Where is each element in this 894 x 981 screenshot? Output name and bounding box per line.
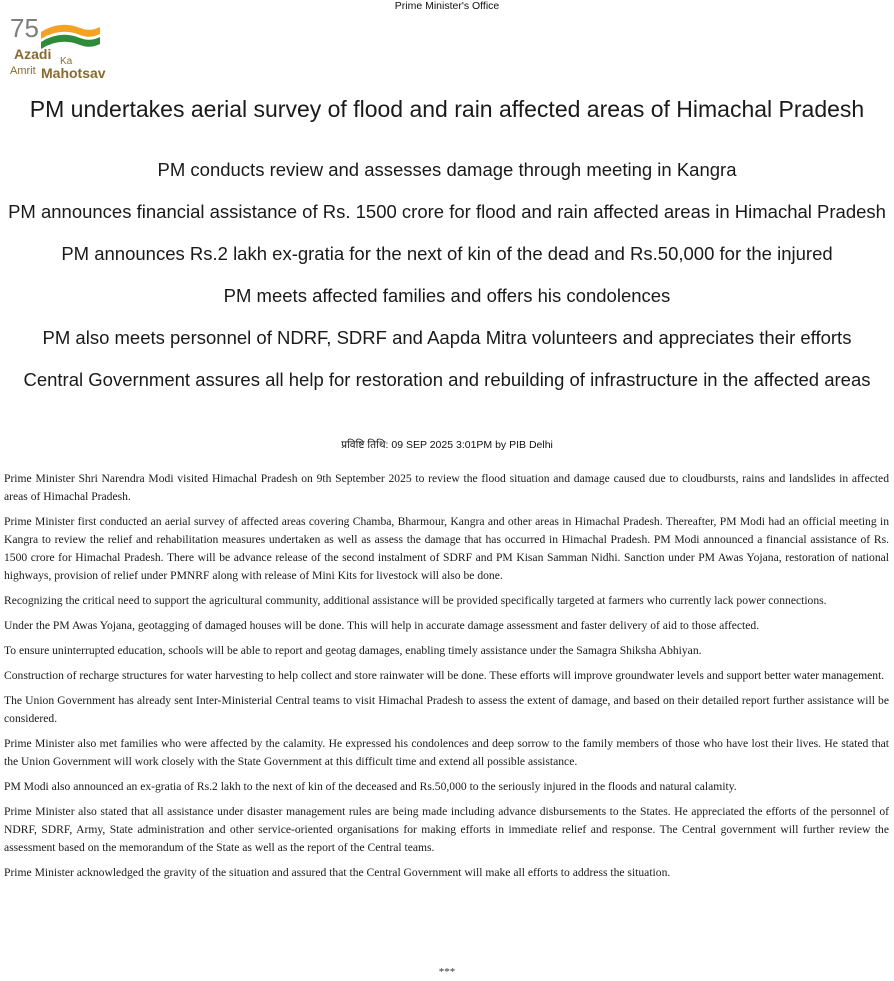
body-paragraph: Recognizing the critical need to support the agricultural community, additional assistance will be provided specifically targeted at farmers who currently lack power connections.	[4, 594, 827, 607]
subheadings	[4, 159, 890, 411]
body-paragraph: Prime Minister also met families who were affected by the calamity. He expressed his condolences and deep sorrow to the family members of those who have lost their lives. He stated that the Union Government will work closely with the State Government at this difficult time and extend all possible assistance.	[4, 737, 889, 768]
subheading: PM meets affected families and offers his condolences	[223, 285, 671, 306]
release-title: PM undertakes aerial survey of flood and rain affected areas of Himachal Pradesh	[29, 96, 865, 122]
logo-mahotsav-text: Mahotsav	[41, 65, 106, 81]
subheading: PM conducts review and assesses damage through meeting in Kangra	[157, 159, 737, 180]
body-paragraph: The Union Government has already sent Inter-Ministerial Central teams to visit Himachal Pradesh to assess the extent of damage, and based on their detailed report further assistance will be considered.	[4, 694, 889, 725]
subheading: Central Government assures all help for restoration and rebuilding of infrastructure in the affected areas	[23, 369, 871, 390]
logo-ka-text: Ka	[60, 56, 73, 67]
release-body	[4, 470, 889, 889]
body-paragraph: Prime Minister acknowledged the gravity of the situation and assured that the Central Government will make all efforts to address the situation.	[4, 866, 671, 879]
ministry-name: Prime Minister's Office	[394, 0, 500, 12]
logo-azadi-text: Azadi	[14, 46, 52, 62]
body-paragraph: Prime Minister Shri Narendra Modi visited Himachal Pradesh on 9th September 2025 to review the flood situation and damage caused due to cloudbursts, rains and landslides in affected areas of Himachal Pradesh.	[4, 472, 889, 503]
body-paragraph: Construction of recharge structures for water harvesting to help collect and store rainwater will be done. These efforts will improve groundwater levels and support better water management.	[4, 669, 885, 682]
subheading: PM also meets personnel of NDRF, SDRF and Aapda Mitra volunteers and appreciates their efforts	[42, 327, 852, 348]
subheading: PM announces Rs.2 lakh ex-gratia for the next of kin of the dead and Rs.50,000 for the injured	[61, 243, 833, 264]
body-paragraph: To ensure uninterrupted education, schools will be able to report and geotag damages, enabling timely assistance under the Samagra Shiksha Abhiyan.	[4, 644, 702, 657]
amrit-mahotsav-emblem-icon	[8, 12, 128, 82]
body-paragraph: Prime Minister also stated that all assistance under disaster management rules are being made including advance disbursements to the States. He appreciated the efforts of the personnel of NDRF, SDRF, Army, State administration and other service-oriented organisations for making efforts in immediate relief and response. The Central government will further review the assessment based on the memorandum of the State as well as the report of the Central teams.	[4, 805, 889, 854]
logo-amrit-text: Amrit	[10, 65, 36, 77]
logo-number: 75	[10, 13, 39, 43]
subheading: PM announces financial assistance of Rs. 1500 crore for flood and rain affected areas in Himachal Pradesh	[8, 201, 886, 222]
azadi-ka-amrit-mahotsav-logo	[8, 12, 128, 82]
body-paragraph: Prime Minister first conducted an aerial survey of affected areas covering Chamba, Bharmour, Kangra and other areas in Himachal Pradesh. Thereafter, PM Modi had an official meeting in Kangra to review the relief and rehabilitation measures undertaken as well as assess the damage that has occurred in Himachal Pradesh. PM Modi announced a financial assistance of Rs. 1500 crore for Himachal Pradesh. There will be advance release of the second instalment of SDRF and PM Kisan Samman Nidhi. Sanction under PM Awas Yojana, restoration of national highways, provision of relief under PMNRF along with release of Mini Kits for livestock will also be done.	[4, 515, 889, 582]
body-paragraph: Under the PM Awas Yojana, geotagging of damaged houses will be done. This will help in accurate damage assessment and faster delivery of aid to those affected.	[4, 619, 760, 632]
end-marker: ***	[438, 966, 456, 978]
body-paragraph: PM Modi also announced an ex-gratia of Rs.2 lakh to the next of kin of the deceased and Rs.50,000 to the seriously injured in the floods and natural calamity.	[4, 780, 737, 793]
posted-dateline: प्रविष्टि तिथि: 09 SEP 2025 3:01PM by PIB Delhi	[341, 439, 553, 451]
